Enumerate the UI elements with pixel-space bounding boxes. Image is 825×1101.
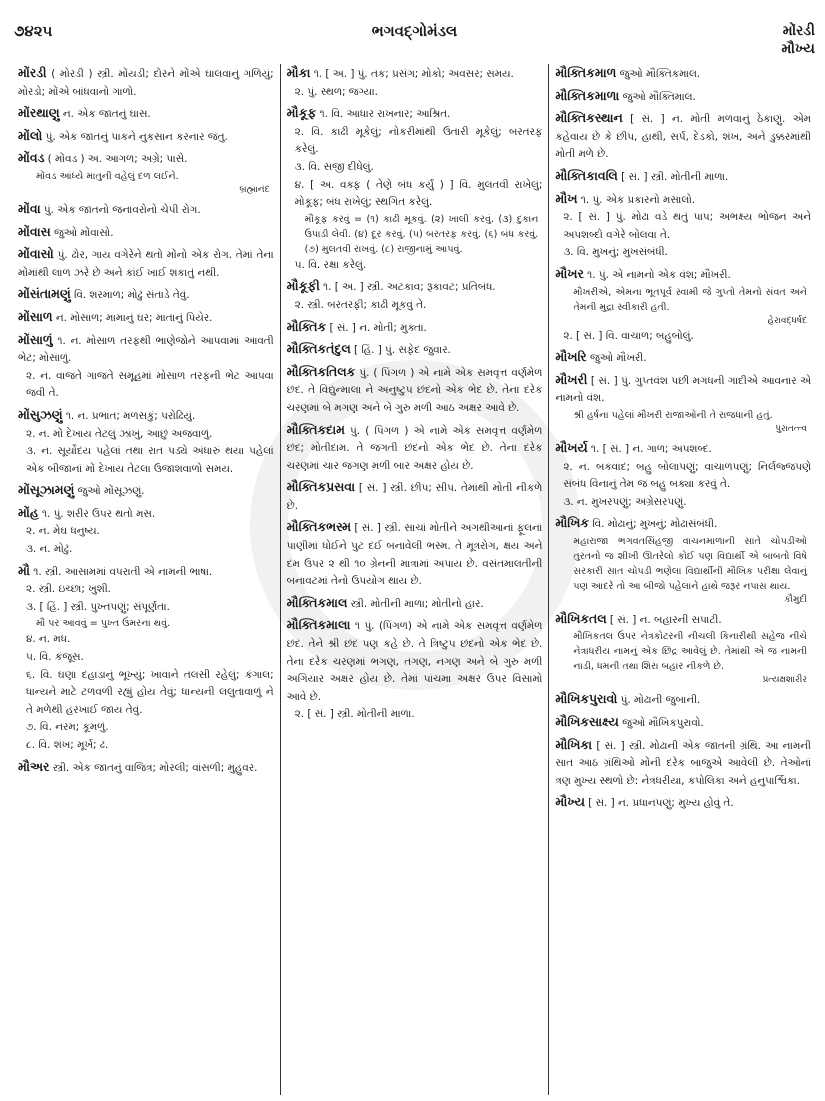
headword: મોંસાળું xyxy=(18,331,53,347)
headword: મોંસૂઝામણું xyxy=(18,482,75,498)
dictionary-entry xyxy=(18,223,274,243)
sense-line: ૨. સ્ત્રી. ઇચ્છા; ખુશી. xyxy=(26,583,111,596)
headword: મૌખ xyxy=(555,190,578,206)
quote-source: બ્રહ્માનંદ xyxy=(239,184,270,195)
headword: મૌખરી xyxy=(555,371,588,387)
sense-line: ૩. ન. મોઢું. xyxy=(26,543,73,556)
headword: મોંસંતામણું xyxy=(18,286,71,302)
headword: મૌખરિ xyxy=(555,349,587,365)
definition-text: સ્ત્રી. મોતીની માળા; મોતીનો હાર. xyxy=(347,597,484,610)
dictionary-entry xyxy=(287,421,543,476)
dictionary-entry xyxy=(18,481,274,501)
definition-text: ૧. સ્ત્રી. આસામમાં વપરાતી એ નામની ભાષા. xyxy=(29,565,213,578)
definition-text: ૧. પું. શરીર ઉપર થતો મસ. xyxy=(38,507,156,520)
headword: મૌખિકપુરાવો xyxy=(555,691,618,707)
usage-quote: મોંવડ આંધ્યે માતુની વહેલું દળ લઈને. xyxy=(36,170,179,182)
dictionary-entry xyxy=(18,104,274,124)
definition-text: ૧. વિ. આધાર રાખનાર; આશ્રિત. xyxy=(316,108,451,121)
headword: મૌખિકસાક્ષ્ય xyxy=(555,714,619,730)
headword: મૌખર્ય xyxy=(555,439,588,455)
headword: મોંલો xyxy=(18,127,43,143)
guide-words xyxy=(782,22,815,58)
dictionary-entry xyxy=(287,64,543,101)
quote-source: હેરાવદ્ધર્ષદ xyxy=(767,315,808,326)
dictionary-entry xyxy=(18,64,274,101)
sense-line: ૨. પું. સ્થળ; જગ્યા. xyxy=(294,85,378,98)
headword: મોંહ xyxy=(18,504,39,520)
headword: મૌખર xyxy=(555,265,584,281)
dictionary-entry xyxy=(18,331,274,403)
sense-line: ૫. વિ. રક્ષા કરેલું. xyxy=(294,258,367,271)
definition-text: ૧ પું. (પિંગળ) એ નામે એક સમવૃત્ત વર્ણમેળ છંદ. તેને શ્રી છંદ પણ કહે છે. તે ત્રિષ્ટુપ છંદનો એક ભેદ છે. તેના દરેક ચરણમાં ભગણ, તગણ, નગણ અને બે ગુરુ મળી અગિયાર અક્ષર હોય છે. તેમાં પાંચમા અક્ષર ઉપર વિસામો આવે છે. xyxy=(286,620,543,703)
headword: મોંરથાણુ xyxy=(18,105,60,121)
definition-text: પું. ( પિંગળ ) એ નામે એક સમવૃત્ત વર્ણમેળ છંદ; મોતીદામ. તે જગતી છંદનો એક ભેદ છે. તેના દરેક ચરણમાં ચાર જગણ મળી બાર અક્ષર હોય છે. xyxy=(286,424,543,472)
definition-text: ૧. [ અ. ] પું. તક; પ્રસંગ; મોકો; અવસર; સમય. xyxy=(310,68,514,80)
headword: મૌખ્ય xyxy=(555,794,585,810)
headword: મોંવડ xyxy=(18,150,45,166)
headword: મૌક્તિકાવલિ xyxy=(555,167,618,183)
sense-line: ૩. વિ. સજી દીધેલું. xyxy=(294,160,374,173)
definition-text: [ સં. ] સ્ત્રી. મોતીની માળા. xyxy=(617,170,729,183)
headword: મૌકા xyxy=(286,65,311,80)
sense-line: ૩. [ હિં. ] સ્ત્રી. પુખ્તપણું; સંપૂર્ણતા. xyxy=(26,600,170,613)
definition-text: ન. એક જાતનું ઘાસ. xyxy=(59,108,151,121)
definition-text: પું. ( પિંગળ ) એ નામે એક સમવૃત્ત વર્ણમેળ છંદ. તે વિદ્યુન્માલા ને અનુષ્ટુપ છંદનો એક ભેદ છે. તેના દરેક ચરણમાં બે મગણ અને બે ગુરુ મળી આઠ અક્ષર આવે છે. xyxy=(286,366,543,414)
headword: મૌક્તિકતંદુલ xyxy=(286,341,351,357)
definition-text: જુઓ મૌક્તિમાલ. xyxy=(619,90,696,103)
dictionary-entry xyxy=(287,478,543,515)
usage-quote: શ્રી હર્ષના પહેલાં મૌખરી રાજાઓની તે રાજધાની હતું. xyxy=(573,409,773,421)
running-title: ભગવદ્ગોમંડલ xyxy=(371,22,458,40)
dictionary-entry xyxy=(555,109,811,164)
headword: મૌક્તિકમાલ xyxy=(286,594,348,610)
definition-text: [ સં. ] સ્ત્રી. સાચાં મોતીને અગથીઆનાં ફૂલનાં પાણીમાં ધોઈને પુટ દઈ બનાવેલી ભસ્મ. તે મૂત્રરોગ, ક્ષય અને દમ ઉપર ૨ થી ૧૦ ગ્રેનની માત્રામાં અપાય છે. વસંતમાલતીની બનાવટમાં તેનો ઉપયોગ થાય છે. xyxy=(286,522,543,588)
dictionary-entry xyxy=(18,149,274,197)
dictionary-entry xyxy=(555,265,811,345)
dictionary-entry xyxy=(555,736,811,791)
dictionary-columns xyxy=(12,64,817,1095)
definition-text: ૧. [ સં. ] ન. ગાળ; અપશબ્દ. xyxy=(587,442,712,455)
sense-line: ૭. વિ. નરમ; કૂમળું. xyxy=(26,721,109,734)
definition-text: પું. મોઢાની જુબાની. xyxy=(617,694,701,707)
dictionary-entry xyxy=(555,64,811,84)
usage-quote: મૌકૂફ કરવું = (૧) કાઢી મૂકવું. (૨) ખાલી કરવું. (૩) દુકાન ઉપાડી લેવી. (૪) દૂર કરવું. (૫) બરતરફ કરવું. (૬) બંધ કરવું. (૭) મુલતવી રાખવું. (૮) રાજીનામું આપવું. xyxy=(304,213,539,255)
dictionary-entry xyxy=(287,340,543,360)
dictionary-entry xyxy=(555,190,811,262)
headword: મૌક્તિકમાળા xyxy=(555,87,620,103)
dictionary-entry xyxy=(555,514,811,607)
dictionary-entry xyxy=(287,594,543,614)
sense-line: ૨. [ સં. ] સ્ત્રી. મોતીની માળા. xyxy=(294,708,415,721)
sense-line: ૨. સ્ત્રી. બરતરફી; કાઢી મૂકવું તે. xyxy=(294,298,427,311)
column-3 xyxy=(548,64,817,1095)
column-1 xyxy=(12,64,280,1095)
definition-text: ( મોરડી ) સ્ત્રી. મોંયડી; દોરને મોંએ ઘાલવાનું ગળિયું; મોરડો; મોંએ બાંધવાનો ગાળો. xyxy=(18,68,274,98)
headword: મોંસાળ xyxy=(18,308,53,324)
sense-line: ૨. ન. મોં દેખાય તેટલું ઝાંખું, આછું અજવાળું. xyxy=(26,427,213,440)
headword: મોંવા xyxy=(18,200,41,216)
headword: મોંરડી xyxy=(18,65,47,80)
sense-line: ૩. ન. મુખરપણું; અગ્રેસરપણું. xyxy=(563,495,687,508)
dictionary-entry xyxy=(18,308,274,328)
definition-text: ન. મોસાળ; મામાનું ઘર; માતાનું પિયેર. xyxy=(52,311,213,324)
sense-line: ૬. વિ. ઘણા દહાડાનું ભૂખ્યું; ખાવાને તલસી રહેલું; કંગાલ; ધાન્યને માટે ટળવળી રહ્યું હોય તેવું; ધાન્યની લલુતાવાળું ને તે મળેથી હરખાઈ જાય તેવું. xyxy=(26,668,274,716)
usage-quote: મૌ પર આવવું = પુખ્ત ઉંમરના થવું. xyxy=(36,618,171,630)
quote-source: પ્રત્યક્ષશારીર xyxy=(762,675,808,686)
headword: મૌખિકા xyxy=(555,736,593,752)
dictionary-entry xyxy=(18,127,274,147)
dictionary-entry xyxy=(555,439,811,511)
definition-text: ૧. [ અ. ] સ્ત્રી. અટકાવ; રૂકાવટ; પ્રતિબંધ. xyxy=(319,281,496,294)
dictionary-entry xyxy=(555,713,811,733)
headword: મૌક્તિકતિલક xyxy=(286,363,356,379)
definition-text: વિ. મોઢાનું; મુખનું; મોઢાસંબંધી. xyxy=(589,518,718,531)
headword: મૌક્તિકમાલા xyxy=(286,617,351,633)
definition-text: [ હિં. ] પું. સફેદ જુવાર. xyxy=(350,344,451,357)
definition-text: [ સં. ] ન. પ્રધાનપણું; મુખ્ય હોવું તે. xyxy=(584,797,734,810)
dictionary-entry xyxy=(287,616,543,724)
headword: મૌખિકતલ xyxy=(555,610,607,626)
sense-line: ૨. ન. વાજતે ગાજતે સમૂહમાં મોસાળ તરફની ભેટ આપવા જવી તે. xyxy=(26,369,274,400)
quote-source: કૌમુદી xyxy=(784,594,808,605)
dictionary-entry xyxy=(555,610,811,688)
dictionary-entry xyxy=(18,406,274,478)
definition-text: [ સં. ] સ્ત્રી. છીપ; સીપ. તેમાંથી મોતી નીકળે છે. xyxy=(286,482,543,512)
definition-text: પું. એક જાતનો જનાવરોનો ચેપી રોગ. xyxy=(40,203,201,216)
sense-line: ૮. વિ. શંખ; મૂર્ખ; ઢ. xyxy=(26,739,109,751)
page-header xyxy=(14,18,815,58)
dictionary-entry xyxy=(18,245,274,282)
sense-line: ૨. [ સં. ] પું. મોઢા વડે થતું પાપ; અભક્ષ્ય ભોજન અને અપશબ્દો વગેરે બોલવા તે. xyxy=(563,211,812,241)
guide-word-last: મૌખ્ય xyxy=(781,41,815,57)
definition-text: જુઓ મોંવાસો. xyxy=(50,226,114,239)
dictionary-entry xyxy=(555,348,811,368)
sense-line: ૩. વિ. મુખનું; મુખસંબંધી. xyxy=(563,246,668,259)
definition-text: વિ. શરમાળ; મોઢું સંતાડે તેવું. xyxy=(70,289,190,302)
definition-text: જુઓ મૌખિકપુરાવો. xyxy=(618,717,704,730)
sense-line: ૪. [ અ. વક્ફ ( તેણે બંધ કર્યું ) ] વિ. મુલતવી રાખેલું; મોકૂફ; બંધ રાખેલું; સ્થગિત કરેલું. xyxy=(294,178,543,209)
sense-line: ૫. વિ. કંજૂસ. xyxy=(26,651,84,664)
usage-quote: મૌખરીએ, એમના ભૂતપૂર્વ સ્વામી જે ગુપ્તો તેમનો સંવત અને તેમની મુદ્રા સ્વીકારી હતી. xyxy=(573,286,808,313)
sense-line: ૪. ન. મધ. xyxy=(26,633,71,646)
definition-text: [ સં. ] પું. ગુપ્તવંશ પછી મગધની ગાદીએ આવનાર એ નામનો વંશ. xyxy=(555,374,812,405)
definition-text: પું. એક જાતનું પાકને નુકસાન કરનાર જંતુ. xyxy=(42,130,228,143)
dictionary-entry xyxy=(287,277,543,314)
headword: મૌકૂફ xyxy=(286,105,317,121)
dictionary-entry xyxy=(555,371,811,436)
sense-line: ૨. વિ. કાઢી મૂકેલું; નોકરીમાંથી ઉતારી મૂકેલું; બરતરફ કરેલું. xyxy=(294,125,543,156)
guide-word-first: મોંરડી xyxy=(782,23,815,39)
definition-text: [ સં. ] સ્ત્રી. મોઢાની એક જાતની ગ્રંથિ. આ નામની સાત આઠ ગ્રંથિઓ મોંની દરેક બાજુએ આવેલી છે. તેઓનાં ત્રણ મુખ્ય સ્થળો છે: નેત્રધરીયા, કપોલિકા અને હનુપાર્શ્વિકા. xyxy=(555,739,812,787)
dictionary-entry xyxy=(18,562,274,755)
dictionary-entry xyxy=(555,167,811,187)
definition-text: ( મોંવડ ) અ. આગળ; અગ્રે; પાસે. xyxy=(44,153,188,166)
dictionary-entry xyxy=(555,87,811,107)
definition-text: જુઓ મોંસૂઝણું. xyxy=(74,485,145,498)
dictionary-entry xyxy=(555,793,811,813)
definition-text: [ સં. ] ન. મોતી; મુક્તા. xyxy=(326,321,427,334)
definition-text: જુઓ મૌક્તિકમાલ. xyxy=(616,68,701,80)
headword: મૌક્તિકભસ્મ xyxy=(286,519,351,535)
definition-text: ૧. ન. મોસાળ તરફથી ભાણેજોને આપવામાં આવતી ભેટ; મોસાળું. xyxy=(18,334,274,365)
usage-quote: મહારાજા ભગવતસિંહજી વાચનમાળાની સાતે ચોપડીઓ તુરતનો જ શીખી ઊતરેલો કોઈ પણ વિદ્યાર્થી એ બાબતો વિષે સરકારી સાત ચોપડી ભણેલા વિદ્યાર્થીની મૌખિક પરીક્ષા લેવાનું પણ આદરે તો આ બીજો પહેલાને હાથે જરૂર નપાસ થાય. xyxy=(573,535,808,592)
sense-line: ૨. [ સં. ] વિ. વાચાળ; બહુબોલું. xyxy=(563,329,694,342)
dictionary-entry xyxy=(18,504,274,559)
definition-text: [ સં. ] ન. મોતી મળવાનું ઠેકાણું. એમ કહેવાય છે કે છીપ, હાથી, સર્પ, દેડકો, શંખ, અને ડુક્કરમાંથી મોતી મળે છે. xyxy=(555,113,812,161)
headword: મોંવાસ xyxy=(18,223,51,239)
headword: મૌકૂફી xyxy=(286,278,320,294)
sense-line: ૨. ન. બકવાદ; બહુ બોલાપણું; વાચાળપણું; નિર્લજ્જપણે સંબંધ વિનાનું તેમ જ બહુ બક્યા કરવું તે. xyxy=(563,460,812,491)
sense-line: ૩. ન. સૂર્યોદય પહેલાં તથા રાત પડ્યે અંધારું થયા પહેલાં એક બીજાનાં મોં દેખાય તેટલા ઉજાશવાળો સમય. xyxy=(26,445,274,475)
page-number: ૭૪૨૫ xyxy=(14,22,53,40)
definition-text: પું. ઢોર, ગાય વગેરેને થતો મોંનો એક રોગ. તેમાં તેના મોંમાંથી લાળ ઝરે છે અને કાંઈ ખાઈ શકાતું નથી. xyxy=(18,249,274,279)
quote-source: પુરાતત્ત્વ xyxy=(775,423,808,434)
dictionary-entry xyxy=(18,758,274,778)
sense-line: ૨. ન. મેઘ ધનુષ્ય. xyxy=(26,525,100,538)
dictionary-entry xyxy=(287,104,543,274)
definition-text: સ્ત્રી. એક જાતનું વાજિત્ર; મોરલી; વાંસળી; મુહુવર. xyxy=(49,761,258,774)
dictionary-entry xyxy=(287,363,543,418)
headword: મોંવાસો xyxy=(18,246,54,262)
headword: મૌક્તિકપ્રસવા xyxy=(286,479,356,495)
definition-text: ૧. પું. એ નામનો એક વંશ; મૌખરી. xyxy=(583,268,731,281)
headword: મૌક્તિક xyxy=(286,318,327,334)
headword: મોંસુઝણું xyxy=(18,406,63,422)
headword: મૌક્તિકદામ xyxy=(286,421,345,437)
dictionary-entry xyxy=(18,285,274,305)
headword: મૌઅર xyxy=(18,758,50,774)
dictionary-entry xyxy=(555,690,811,710)
definition-text: ૧. પું. એક પ્રકારનો મસાલો. xyxy=(577,193,696,206)
definition-text: ૧. ન. પ્રભાત; મળસકું; પરોઢિયું. xyxy=(62,409,196,422)
dictionary-entry xyxy=(287,518,543,590)
definition-text: જુઓ મૌખરી. xyxy=(586,352,647,365)
headword: મૌખિક xyxy=(555,515,590,531)
dictionary-entry xyxy=(18,200,274,220)
headword: મૌ xyxy=(18,562,30,578)
usage-quote: મૌખિકતલ ઉપર નેત્રકોટરની નીચલી કિનારીથી સહેજ નીચે નેત્રાધરીય નામનું એક છિદ્ર આવેલું છે. તેમાંથી એ જ નામની નાડી, ધમની તથા શિરા બહાર નીકળે છે. xyxy=(573,631,808,673)
headword: મૌક્તિકસ્થાન xyxy=(555,110,623,126)
dictionary-entry xyxy=(287,318,543,338)
column-2 xyxy=(280,64,549,1095)
headword: મૌક્તિકમાળ xyxy=(555,65,617,80)
definition-text: [ સં. ] ન. બહારની સપાટી. xyxy=(606,613,722,626)
